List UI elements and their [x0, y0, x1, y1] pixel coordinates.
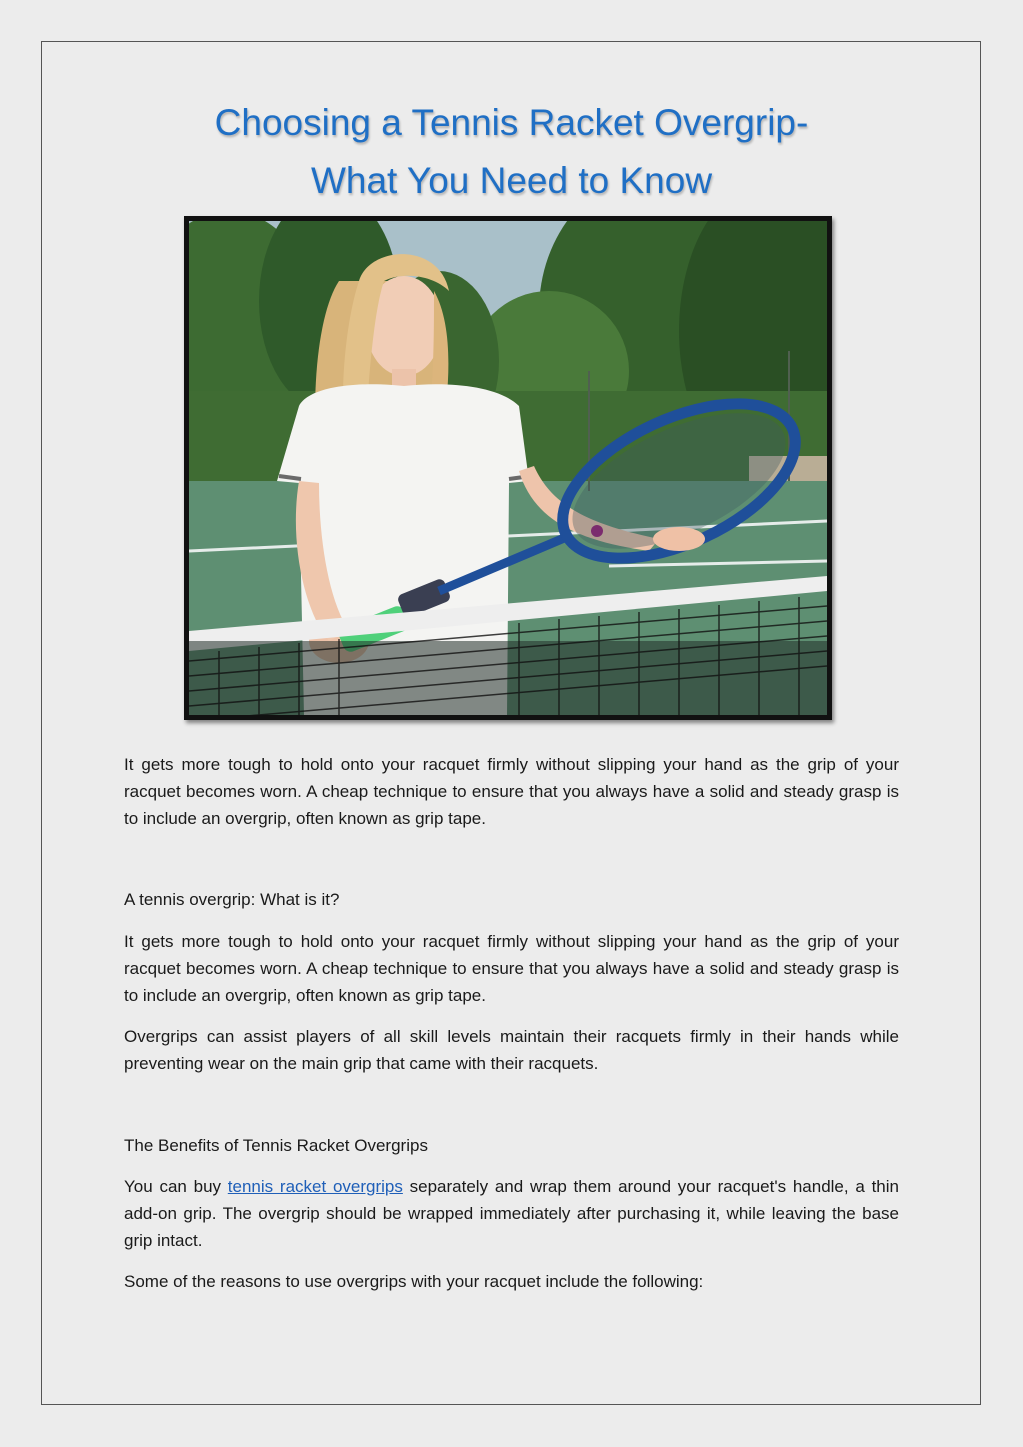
tennis-player-photo [184, 216, 832, 720]
page-title [0, 94, 1023, 210]
page-title-line-2: What You Need to Know [310, 160, 713, 201]
benefits-text-start: You can buy [124, 1177, 228, 1196]
hand-right [653, 527, 705, 551]
intro-paragraph: It gets more tough to hold onto your racquet firmly without slipping your hand as the grip of your racquet becomes worn. A cheap technique to ensure that you always have a solid and steady grasp is to include an overgrip, often known as grip tape. [124, 755, 899, 828]
benefits-paragraph [124, 1173, 899, 1254]
what-paragraph-1: It gets more tough to hold onto your racquet firmly without slipping your hand as the grip of your racquet becomes worn. A cheap technique to ensure that you always have a solid and steady grasp is to include an overgrip, often known as grip tape. [124, 932, 899, 1005]
page-title-line-1: Choosing a Tennis Racket Overgrip- [214, 102, 809, 143]
heading-benefits: The Benefits of Tennis Racket Overgrips [124, 1136, 428, 1155]
heading-what-is-overgrip: A tennis overgrip: What is it? [124, 890, 340, 909]
what-paragraph-2: Overgrips can assist players of all skill levels maintain their racquets firmly in their hands while preventing wear on the main grip that came with their racquets. [124, 1027, 899, 1073]
photo-illustration [189, 221, 827, 715]
reasons-paragraph: Some of the reasons to use overgrips with your racquet include the following: [124, 1272, 704, 1291]
benefits-text-end: separately and wrap them around your racquet's handle, a thin add-on grip. The overgrip should be wrapped immediately after purchasing it, while leaving the base grip intact. [124, 1177, 899, 1250]
tennis-racket-overgrips-link[interactable]: tennis racket overgrips [227, 1177, 403, 1196]
